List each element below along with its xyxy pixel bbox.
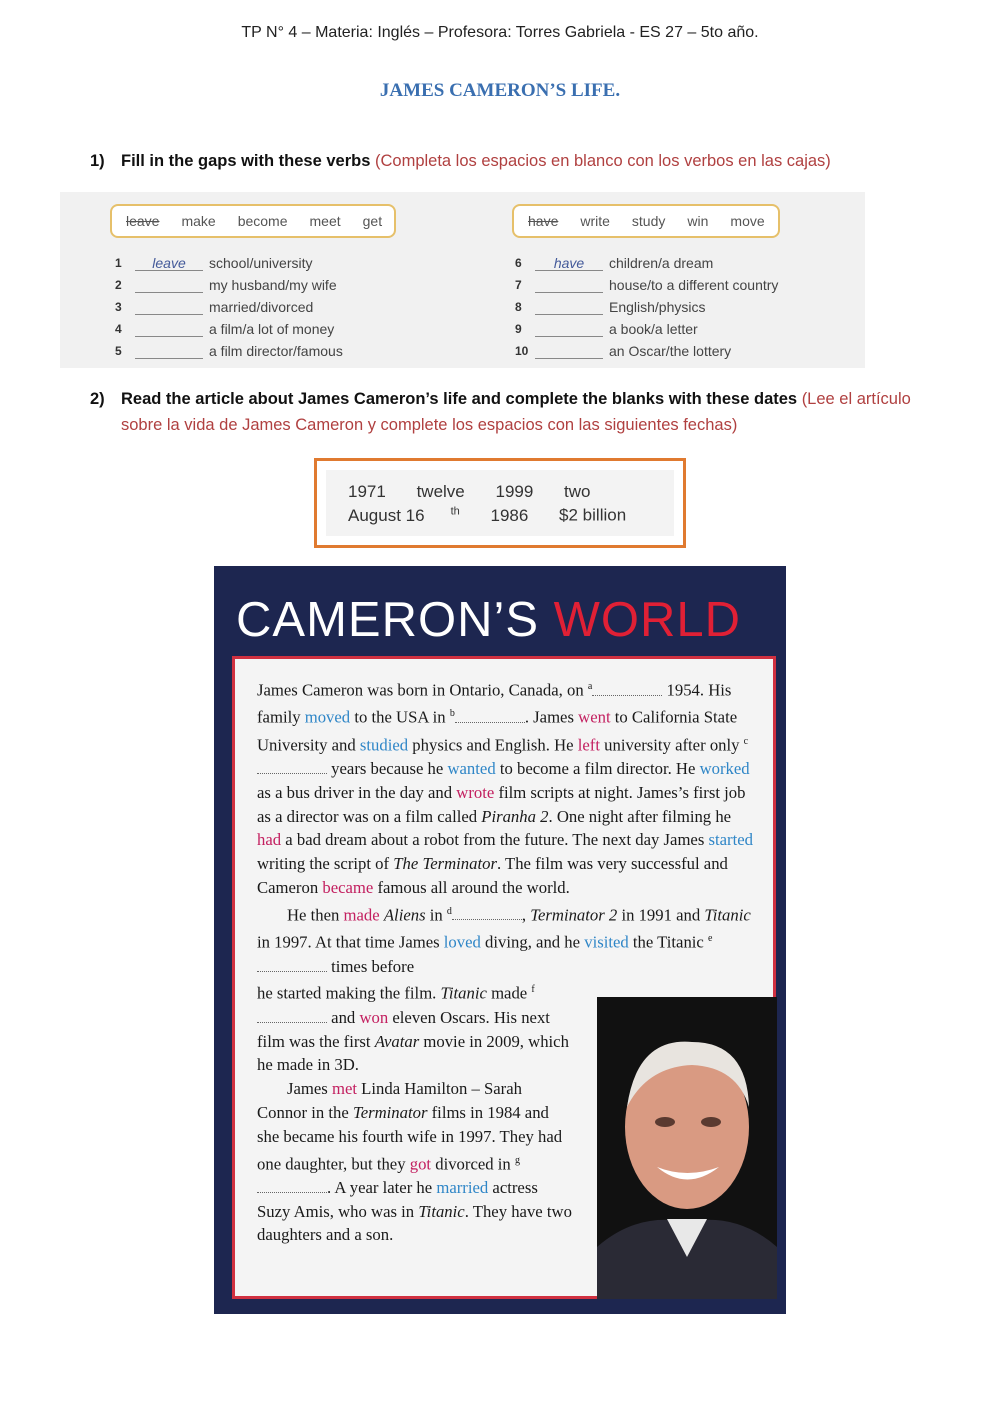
question-2-number: 2) [90,390,105,408]
article-blank[interactable] [592,681,662,696]
cameron-photo [597,997,777,1299]
answer-blank[interactable] [135,344,203,359]
date-item: 1999 [495,482,534,501]
answer-blank[interactable] [135,322,203,337]
answer-blank[interactable]: have [535,256,603,271]
date-item: two [564,482,591,501]
question-1-number: 1) [90,152,105,170]
answer-blank[interactable] [535,300,603,315]
page-header: TP N° 4 – Materia: Inglés – Profesora: Torres Gabriela - ES 27 – 5to año. [241,24,759,41]
question-1-translation: (Completa los espacios en blanco con los verbos en las cajas) [374,152,831,170]
answer-blank[interactable]: leave [135,256,203,271]
article-blank[interactable] [257,1008,327,1023]
article-title: CAMERON’S WORLD [236,593,742,647]
question-2-translation-cont: sobre la vida de James Cameron y complete los espacios con las siguientes fechas) [121,416,738,434]
verb: leave [126,213,160,229]
answer-blank[interactable] [135,278,203,293]
exercise-row: 4 a film/a lot of money [115,321,335,337]
date-row [348,505,626,526]
article-blank[interactable] [455,708,525,723]
verb-box-right [512,204,780,238]
answer-blank[interactable] [135,300,203,315]
article-blank[interactable] [452,905,522,920]
article-blank[interactable] [257,759,327,774]
exercise-row: 5 a film director/famous [115,343,343,359]
verb: move [730,213,765,229]
date-box [314,458,686,548]
exercise-list-left [115,252,343,362]
article-blank[interactable] [257,1178,327,1193]
exercise-row: 7 house/to a different country [515,277,779,293]
article-blank[interactable] [257,957,327,972]
portrait-illustration [597,997,777,1299]
answer-blank[interactable] [535,344,603,359]
verb: study [631,213,666,229]
verb: write [580,213,610,229]
exercise-row: 2 my husband/my wife [115,277,337,293]
date-item: 1986 [490,505,529,525]
verb: have [528,213,559,229]
date-item: twelve [416,482,465,501]
verb: win [687,213,709,229]
question-1 [90,148,950,174]
question-2 [90,386,920,438]
answer-blank[interactable] [535,278,603,293]
page-title: JAMES CAMERON’S LIFE. [379,80,621,101]
exercise-row: 8 English/physics [515,299,706,315]
question-1-instruction: Fill in the gaps with these verbs [121,152,371,170]
date-item: 1971 [348,482,386,501]
verb-exercise-scan [60,192,865,368]
exercise-row: 6 have children/a dream [515,254,714,271]
article-scan [214,566,786,1314]
exercise-row: 9 a book/a letter [515,321,698,337]
verb: get [362,213,383,229]
article-body [232,656,776,1299]
date-row [348,482,591,502]
exercise-row: 1 leave school/university [115,254,313,271]
exercise-list-right [515,252,778,362]
exercise-row: 10 an Oscar/the lottery [515,343,732,359]
date-item: August 16 $^{th}$ [348,505,460,525]
verb: become [237,213,288,229]
date-item: $2 billion [559,505,627,525]
verb: make [181,213,216,229]
article-text: James Cameron was born in Ontario, Canada, on $^a$ 1954. His family moved to the USA in $^b$ . James went to California State University and studied physics and English. He left university after only $^c$ years because he wanted to become a film director. He worked as a bus driver in the day and wrote film scripts at night. James’s first job as a director was on a film called Piranha 2. One night after filming he had a bad dream about a robot from the future. The next day James started writing the script of The Terminator. The film was very successful and Cameron became famous all around the world. He then made Aliens in $^d$ , Terminator 2 in 1991 and Titanic in 1997. At that time James loved diving, and he visited the Titanic $^e$ times before he started making the film. Titanic made $^f$ and won eleven Oscars. His next film was the first Avatar movie in 2009, which he made in 3D. James met Linda Hamilton – Sarah Connor in the Terminator films in 1984 and she became his fourth wife in 1997. They had one daughter, but they got divorced in $^g$. A year later he married actress Suzy Amis, who was in Titanic. They have two daughters and a son. [257,680,753,1245]
verb-box-left [110,204,396,238]
question-2-instruction: Read the article about James Cameron’s life and complete the blanks with these dates [121,390,798,408]
answer-blank[interactable] [535,322,603,337]
exercise-row: 3 married/divorced [115,299,314,315]
question-2-translation: (Lee el artículo [801,390,911,408]
verb: meet [309,213,341,229]
